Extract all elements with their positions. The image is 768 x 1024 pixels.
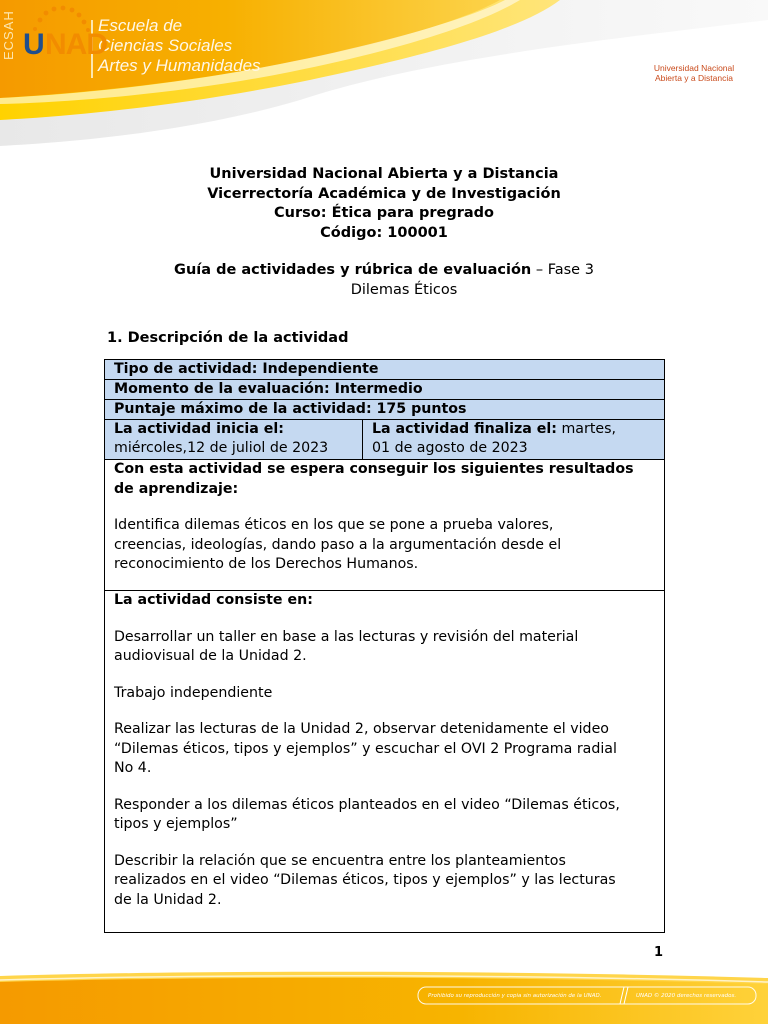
paragraph-4-line-2: tipos y ejemplos” <box>114 816 238 832</box>
unad-subtitle-line-2: Abierta y a Distancia <box>655 72 733 83</box>
consists-heading: La actividad consiste en: <box>114 592 313 608</box>
school-line-2: Ciencias Sociales <box>98 36 233 55</box>
guide-title <box>0 261 768 280</box>
guide-subtitle: Dilemas Éticos <box>350 282 458 298</box>
paragraph-3-line-2: “Dilemas éticos, tipos y ejemplos” y escuchar el OVI 2 Programa radial <box>114 740 617 757</box>
paragraph-1-line-1: Desarrollar un taller en base a las lecturas y revisión del material <box>114 628 579 645</box>
start-date-value: miércoles,12 de juliol de 2023 <box>114 440 329 456</box>
start-date-cell <box>105 420 363 459</box>
university-name: Universidad Nacional Abierta y a Distancia <box>209 166 559 182</box>
outcomes-heading-line-1: Con esta actividad se espera conseguir los siguientes resultados <box>114 461 634 477</box>
section-heading: 1. Descripción de la actividad <box>107 330 349 346</box>
svg-text:U: U <box>23 28 45 61</box>
paragraph-3-line-1: Realizar las lecturas de la Unidad 2, observar detenidamente el video <box>114 721 609 737</box>
course-code: Código: 100001 <box>320 224 448 241</box>
paragraph-4-line-1: Responder a los dilemas éticos planteados en el video “Dilemas éticos, <box>114 796 620 813</box>
paragraph-5-line-3: de la Unidad 2. <box>114 891 222 908</box>
paragraph-2-line-1: Trabajo independiente <box>114 684 273 701</box>
footer-copy-notice: Prohibido su reproducción y copia sin autorización de la UNAD. <box>428 993 602 999</box>
vice-rectorate: Vicerrectoría Académica y de Investigación <box>207 185 561 202</box>
page-footer <box>0 968 768 1024</box>
course-name: Curso: Ética para pregrado <box>274 205 494 221</box>
activity-table <box>104 359 665 933</box>
outcome-line-1: Identifica dilemas éticos en los que se pone a prueba valores, <box>114 517 554 533</box>
school-line-1: Escuela de <box>98 16 183 35</box>
end-date-cell <box>363 420 664 459</box>
footer-rights: UNAD © 2020 derechos reservados. <box>636 993 737 999</box>
document-title-block <box>0 165 768 243</box>
paragraph-5-line-2: realizados en el video “Dilemas éticos, tipos y ejemplos” y las lecturas <box>114 872 616 888</box>
paragraph-1-line-2: audiovisual de la Unidad 2. <box>114 648 307 664</box>
ecsah-acronym: ECSAH <box>1 10 16 60</box>
page-number: 1 <box>654 945 664 960</box>
learning-outcomes-cell <box>105 460 664 591</box>
school-line-3: Artes y Humanidades <box>98 56 261 75</box>
end-date-value: 01 de agosto de 2023 <box>372 440 528 456</box>
unad-logo <box>0 0 120 80</box>
paragraph-5-line-1: Describir la relación que se encuentra entre los planteamientos <box>114 852 566 869</box>
school-name <box>98 16 261 76</box>
outcome-line-2: creencias, ideologías, dando paso a la argumentación desde el <box>114 536 562 553</box>
activity-type-row: Tipo de actividad: Independiente <box>105 360 664 380</box>
end-date-weekday: martes, <box>556 421 617 437</box>
unad-subtitle-line-1: Universidad Nacional <box>653 63 735 73</box>
page-header <box>0 0 768 150</box>
activity-consists-cell <box>105 591 664 932</box>
max-score-row: Puntaje máximo de la actividad: 175 puntos <box>105 400 664 420</box>
paragraph-3-line-3: No 4. <box>114 760 152 776</box>
evaluation-moment-row: Momento de la evaluación: Intermedio <box>105 380 664 400</box>
guide-title-bold: Guía de actividades y rúbrica de evaluación <box>174 262 532 278</box>
outcome-line-3: reconocimiento de los Derechos Humanos. <box>114 556 419 572</box>
dates-row <box>105 420 664 460</box>
outcomes-heading-line-2: de aprendizaje: <box>114 480 239 497</box>
unad-logo-subtitle <box>632 64 756 83</box>
end-date-label: La actividad finaliza el: <box>372 421 557 437</box>
guide-phase: – Fase 3 <box>531 262 594 278</box>
start-date-label: La actividad inicia el: <box>114 421 284 437</box>
svg-text:NAD: NAD <box>45 28 107 61</box>
